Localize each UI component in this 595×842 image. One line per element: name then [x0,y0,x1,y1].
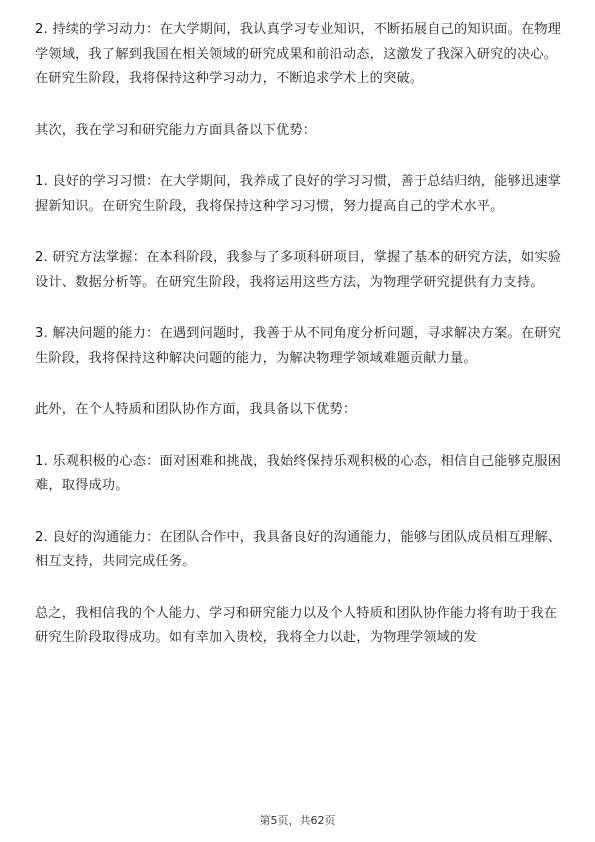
paragraph-study-research-intro: 其次，我在学习和研究能力方面具备以下优势： [35,122,317,138]
paragraph-problem-solving: 3. 解决问题的能力：在遇到问题时，我善于从不同角度分析问题，寻求解决方案。在研究生阶段，我将保持这种解决问题的能力，为解决物理学领域难题贡献力量。 [35,326,562,366]
page-number: 第5页，共62页 [259,814,336,827]
paragraph-communication: 2. 良好的沟通能力：在团队合作中，我具备良好的沟通能力，能够与团队成员相互理解、相互支持，共同完成任务。 [35,529,562,569]
paragraph-research-methods: 2. 研究方法掌握：在本科阶段，我参与了多项科研项目，掌握了基本的研究方法，如实验设计、数据分析等。在研究生阶段，我将运用这些方法，为物理学研究提供有力支持。 [35,250,562,290]
paragraph-learning-motivation: 2. 持续的学习动力：在大学期间，我认真学习专业知识，不断拓展自己的知识面。在物理学领域，我了解到我国在相关领域的研究成果和前沿动态，这激发了我深入研究的决心。在研究生阶段，我将保持这种学习动力，不断追求学术上的突破。 [35,22,562,86]
paragraph-study-habits: 1. 良好的学习习惯：在大学期间，我养成了良好的学习习惯，善于总结归纳，能够迅速掌握新知识。在研究生阶段，我将保持这种学习习惯，努力提高自己的学术水平。 [35,174,562,214]
paragraph-optimistic-attitude: 1. 乐观积极的心态：面对困难和挑战，我始终保持乐观积极的心态，相信自己能够克服困难，取得成功。 [35,453,562,493]
document-body [35,18,565,651]
paragraph-personal-traits-intro: 此外，在个人特质和团队协作方面，我具备以下优势： [35,402,357,417]
paragraph-conclusion: 总之，我相信我的个人能力、学习和研究能力以及个人特质和团队协作能力将有助于我在研究生阶段取得成功。如有幸加入贵校，我将全力以赴，为物理学领域的发 [35,605,558,645]
